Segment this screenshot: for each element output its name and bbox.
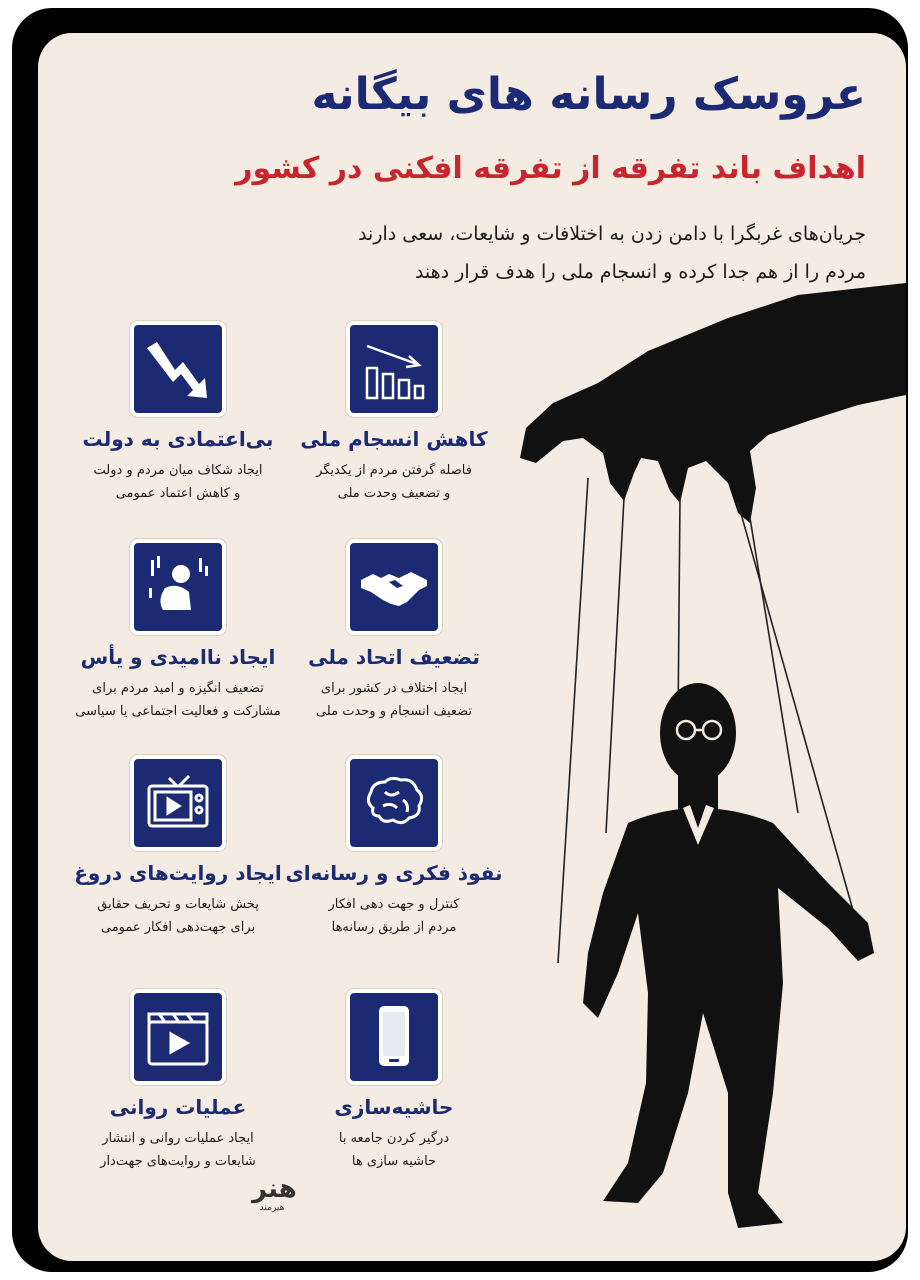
card-sidelining [274, 989, 514, 1173]
card-desc-line: درگیر کردن جامعه با [338, 1131, 450, 1146]
card-desc-line: مردم از طریق رسانه‌ها [331, 920, 457, 935]
card-media-influence [274, 755, 514, 939]
tile-handshake [346, 539, 442, 635]
card-desc-line: ایجاد شکاف میان مردم و دولت [93, 463, 263, 478]
card-description [274, 677, 514, 723]
tile-video-clapper [130, 989, 226, 1085]
card-national-unity [274, 539, 514, 723]
publisher-logo [252, 1174, 297, 1213]
card-desc-line: ایجاد عملیات روانی و انتشار [102, 1131, 254, 1146]
handshake-icon [359, 552, 429, 622]
puppeteer-hand [520, 283, 906, 523]
card-psychological-ops [58, 989, 298, 1173]
card-title: ایجاد ناامیدی و یأس [80, 645, 276, 669]
tv-icon [143, 768, 213, 838]
intro-line-1: جریان‌های غربگرا با دامن زدن به اختلافات و شایعات، سعی دارند [358, 223, 866, 245]
card-false-narratives [58, 755, 298, 939]
card-title: ایجاد روایت‌های دروغ [74, 861, 282, 885]
card-title: بی‌اعتمادی به دولت [82, 427, 274, 451]
card-description [274, 893, 514, 939]
card-description [58, 459, 298, 505]
card-desc-line: کنترل و جهت دهی افکار [328, 897, 460, 912]
intro-text [358, 215, 866, 291]
card-description [58, 677, 298, 723]
card-desc-line: تضعیف انسجام و وحدت ملی [315, 704, 473, 719]
logo-text: هیرمند [259, 1203, 285, 1213]
card-despair [58, 539, 298, 723]
card-title: تضعیف اتحاد ملی [308, 645, 480, 669]
card-description [58, 1127, 298, 1173]
tile-declining-chart [346, 321, 442, 417]
poster-frame [12, 8, 908, 1272]
smartphone-icon [359, 1002, 429, 1072]
card-desc-line: پخش شایعات و تحریف حقایق [97, 897, 259, 912]
puppet-man [583, 683, 874, 1228]
tile-tv [130, 755, 226, 851]
card-title: نفوذ فکری و رسانه‌ای [285, 861, 503, 885]
page-title: عروسک رسانه های بیگانه [311, 69, 866, 120]
card-description [274, 1127, 514, 1173]
intro-line-2: مردم را از هم جدا کرده و انسجام ملی را هدف قرار دهند [414, 261, 866, 283]
despair-person-icon [143, 552, 213, 622]
card-title: حاشیه‌سازی [334, 1095, 454, 1119]
card-description [274, 459, 514, 505]
page-subtitle: اهداف باند تفرقه از تفرقه افکنی در کشور [235, 151, 866, 186]
card-national-cohesion [274, 321, 514, 505]
tile-brain [346, 755, 442, 851]
tile-despair [130, 539, 226, 635]
card-title: کاهش انسجام ملی [300, 427, 488, 451]
poster-panel [38, 33, 906, 1261]
brain-icon [359, 768, 429, 838]
card-desc-line: مشارکت و فعالیت اجتماعی یا سیاسی [75, 704, 281, 719]
card-desc-line: شایعات و روایت‌های جهت‌دار [100, 1154, 256, 1169]
card-desc-line: حاشیه سازی ها [351, 1154, 437, 1169]
declining-bar-chart-icon [359, 334, 429, 404]
card-description [58, 893, 298, 939]
card-desc-line: تضعیف انگیزه و امید مردم برای [92, 681, 264, 696]
card-desc-line: و کاهش اعتماد عمومی [115, 486, 241, 501]
video-clapper-icon [143, 1002, 213, 1072]
tile-down-trend [130, 321, 226, 417]
card-title: عملیات روانی [109, 1095, 247, 1119]
logo-mark: هنر [252, 1174, 297, 1204]
card-desc-line: و تضعیف وحدت ملی [337, 486, 451, 501]
tile-smartphone [346, 989, 442, 1085]
card-government-distrust [58, 321, 298, 505]
card-desc-line: ایجاد اختلاف در کشور برای [320, 681, 468, 696]
card-desc-line: فاصله گرفتن مردم از یکدیگر [316, 463, 472, 478]
down-trend-arrow-icon [143, 334, 213, 404]
card-desc-line: برای جهت‌دهی افکار عمومی [100, 920, 256, 935]
